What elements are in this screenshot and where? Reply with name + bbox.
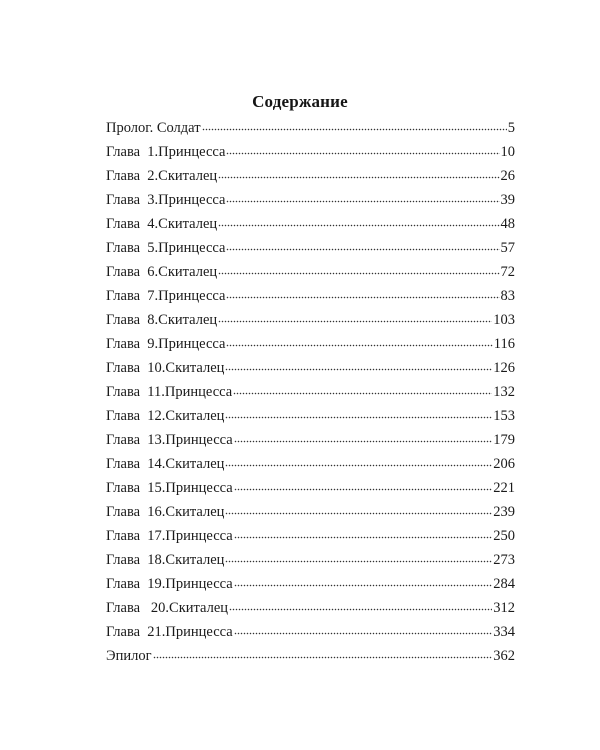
dot-leader bbox=[153, 655, 493, 659]
toc-entry bbox=[106, 116, 515, 140]
toc-entry bbox=[106, 620, 515, 644]
toc-entry bbox=[106, 524, 515, 548]
toc-entry-page: 312 bbox=[493, 600, 515, 616]
toc-entry bbox=[106, 356, 515, 380]
toc-entry-label: Глава 6.Скиталец bbox=[106, 264, 218, 280]
dot-leader bbox=[234, 439, 493, 443]
toc-entry-label: Глава 20.Скиталец bbox=[106, 600, 229, 616]
toc-entry-label: Глава 4.Скиталец bbox=[106, 216, 218, 232]
toc-entry-label: Глава 14.Скиталец bbox=[106, 456, 225, 472]
toc-entry-label: Глава 3.Принцесса bbox=[106, 192, 226, 208]
dot-leader bbox=[225, 559, 492, 563]
toc-entry bbox=[106, 404, 515, 428]
toc-entry-page: 179 bbox=[493, 432, 515, 448]
toc-entry-page: 334 bbox=[493, 624, 515, 640]
toc-entry bbox=[106, 164, 515, 188]
toc-entry-label: Глава 16.Скиталец bbox=[106, 504, 225, 520]
toc-entry-page: 221 bbox=[493, 480, 515, 496]
dot-leader bbox=[218, 223, 499, 227]
dot-leader bbox=[233, 391, 492, 395]
toc-entry-label: Глава 11.Принцесса bbox=[106, 384, 233, 400]
dot-leader bbox=[226, 151, 499, 155]
toc-entry-page: 10 bbox=[500, 144, 515, 160]
dot-leader bbox=[218, 175, 499, 179]
toc-entry bbox=[106, 572, 515, 596]
toc-entry bbox=[106, 644, 515, 668]
toc-entry bbox=[106, 332, 515, 356]
dot-leader bbox=[202, 127, 507, 131]
toc-entry-label: Глава 12.Скиталец bbox=[106, 408, 225, 424]
dot-leader bbox=[226, 247, 499, 251]
dot-leader bbox=[225, 415, 492, 419]
dot-leader bbox=[229, 607, 492, 611]
toc-entry-page: 132 bbox=[493, 384, 515, 400]
toc-entry-label: Глава 1.Принцесса bbox=[106, 144, 226, 160]
toc-entry bbox=[106, 140, 515, 164]
toc-entry-label: Глава 15.Принцесса bbox=[106, 480, 233, 496]
toc-entry bbox=[106, 500, 515, 524]
toc-entry-label: Глава 13.Принцесса bbox=[106, 432, 233, 448]
toc-entry-label: Глава 9.Принцесса bbox=[106, 336, 226, 352]
table-of-contents bbox=[106, 116, 515, 668]
dot-leader bbox=[225, 367, 492, 371]
dot-leader bbox=[234, 535, 493, 539]
toc-entry bbox=[106, 452, 515, 476]
toc-entry bbox=[106, 596, 515, 620]
dot-leader bbox=[234, 487, 493, 491]
toc-entry-page: 250 bbox=[493, 528, 515, 544]
toc-entry-label: Глава 7.Принцесса bbox=[106, 288, 226, 304]
toc-entry-page: 57 bbox=[500, 240, 515, 256]
toc-title: Содержание bbox=[252, 92, 348, 111]
toc-entry-label: Глава 18.Скиталец bbox=[106, 552, 225, 568]
toc-entry-page: 103 bbox=[493, 312, 515, 328]
toc-entry-label: Глава 17.Принцесса bbox=[106, 528, 233, 544]
dot-leader bbox=[226, 295, 499, 299]
toc-entry bbox=[106, 284, 515, 308]
toc-entry-page: 5 bbox=[507, 120, 515, 136]
toc-entry-label: Глава 21.Принцесса bbox=[106, 624, 233, 640]
toc-entry-label: Глава 19.Принцесса bbox=[106, 576, 233, 592]
toc-entry-page: 126 bbox=[493, 360, 515, 376]
dot-leader bbox=[234, 583, 493, 587]
dot-leader bbox=[226, 199, 499, 203]
toc-entry-page: 362 bbox=[493, 648, 515, 664]
toc-entry-label: Глава 5.Принцесса bbox=[106, 240, 226, 256]
toc-entry-page: 116 bbox=[493, 336, 515, 352]
dot-leader bbox=[218, 271, 499, 275]
toc-entry bbox=[106, 212, 515, 236]
dot-leader bbox=[234, 631, 493, 635]
toc-entry bbox=[106, 308, 515, 332]
toc-entry-label: Глава 2.Скиталец bbox=[106, 168, 218, 184]
toc-entry-label: Эпилог bbox=[106, 648, 152, 664]
toc-entry-page: 239 bbox=[493, 504, 515, 520]
toc-entry bbox=[106, 380, 515, 404]
toc-entry bbox=[106, 428, 515, 452]
toc-entry-page: 26 bbox=[500, 168, 515, 184]
toc-entry bbox=[106, 476, 515, 500]
dot-leader bbox=[218, 319, 492, 323]
toc-entry-label: Глава 8.Скиталец bbox=[106, 312, 218, 328]
toc-entry-page: 48 bbox=[500, 216, 515, 232]
toc-entry-label: Глава 10.Скиталец bbox=[106, 360, 225, 376]
toc-entry bbox=[106, 548, 515, 572]
toc-entry-page: 273 bbox=[493, 552, 515, 568]
toc-entry-page: 206 bbox=[493, 456, 515, 472]
dot-leader bbox=[225, 511, 492, 515]
toc-entry-page: 72 bbox=[500, 264, 515, 280]
toc-entry-page: 83 bbox=[500, 288, 515, 304]
dot-leader bbox=[225, 463, 492, 467]
toc-entry bbox=[106, 260, 515, 284]
toc-entry-page: 153 bbox=[493, 408, 515, 424]
dot-leader bbox=[226, 343, 492, 347]
toc-entry bbox=[106, 236, 515, 260]
toc-entry-label: Пролог. Солдат bbox=[106, 120, 201, 136]
toc-entry-page: 39 bbox=[500, 192, 515, 208]
toc-entry-page: 284 bbox=[493, 576, 515, 592]
toc-entry bbox=[106, 188, 515, 212]
